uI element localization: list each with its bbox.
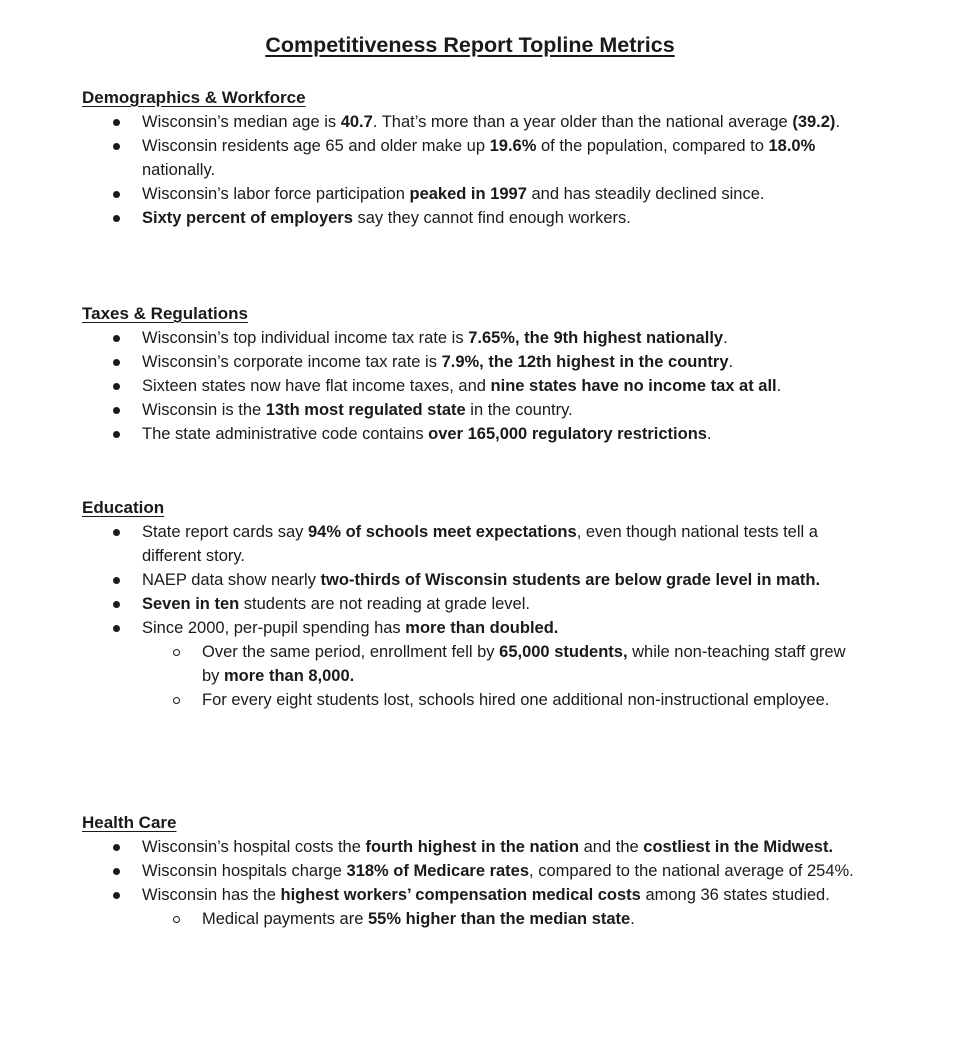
text-run: among 36 states studied.	[640, 886, 830, 904]
text-run: Wisconsin’s median age is	[142, 113, 341, 131]
text-run: Wisconsin’s hospital costs the	[142, 838, 366, 856]
bold-text: 7.65%, the 9th highest nationally	[468, 329, 724, 347]
hollow-bullet-icon	[173, 649, 180, 656]
text-run: Wisconsin hospitals charge	[142, 862, 347, 880]
text-run: and the	[579, 838, 644, 856]
list-item	[0, 520, 858, 568]
text-run: Wisconsin’s corporate income tax rate is	[142, 353, 442, 371]
list-item-text	[142, 592, 858, 616]
text-run: students are not reading at grade level.	[239, 595, 530, 613]
bold-text: fourth highest in the nation	[365, 838, 580, 856]
text-run: , compared to the national average of 254%.	[529, 862, 854, 880]
text-run: say they cannot find enough workers.	[352, 209, 631, 227]
bullet-icon	[113, 335, 120, 342]
list-item	[0, 374, 858, 398]
bold-text: 18.0%	[768, 137, 816, 155]
list-item	[0, 616, 858, 640]
list-item-text	[142, 374, 858, 398]
bullet-icon	[113, 215, 120, 222]
sub-list-item	[0, 640, 862, 688]
text-run: State report cards say	[142, 523, 308, 541]
bold-text: 94% of schools meet expectations	[308, 523, 577, 541]
list-item	[0, 110, 858, 134]
bullet-icon	[113, 407, 120, 414]
bullet-icon	[113, 868, 120, 875]
text-run: .	[723, 329, 728, 347]
list-item-text	[202, 640, 862, 688]
text-run: . That’s more than a year older than the national average	[372, 113, 793, 131]
text-run: Wisconsin has the	[142, 886, 281, 904]
list-item-text	[142, 350, 858, 374]
list-item	[0, 206, 858, 230]
list-item-text	[142, 835, 858, 859]
bold-text: two-thirds of Wisconsin students are below grade level in math.	[320, 571, 821, 589]
text-run: Wisconsin is the	[142, 401, 266, 419]
bullet-icon	[113, 359, 120, 366]
text-run: Wisconsin’s labor force participation	[142, 185, 410, 203]
bullet-list	[0, 326, 975, 446]
sub-list-item	[0, 907, 862, 931]
text-run: , even though national tests tell a different story.	[142, 523, 818, 565]
bold-text: over 165,000 regulatory restrictions	[428, 425, 707, 443]
bullet-icon	[113, 383, 120, 390]
text-run: Wisconsin residents age 65 and older make up	[142, 137, 490, 155]
bullet-icon	[113, 191, 120, 198]
bold-text: highest workers’ compensation medical costs	[280, 886, 641, 904]
bold-text: 7.9%, the 12th highest in the country	[441, 353, 729, 371]
bullet-list	[0, 110, 975, 230]
list-item	[0, 182, 858, 206]
bold-text: 65,000 students,	[499, 643, 628, 661]
bold-text: 55% higher than the median state	[368, 910, 631, 928]
text-run: NAEP data show nearly	[142, 571, 321, 589]
section-heading: Demographics & Workforce	[82, 88, 306, 107]
bold-text: Seven in ten	[142, 595, 240, 613]
list-item	[0, 134, 858, 182]
list-item	[0, 350, 858, 374]
text-run: The state administrative code contains	[142, 425, 429, 443]
bullet-icon	[113, 577, 120, 584]
bold-text: costliest in the Midwest.	[643, 838, 834, 856]
list-item-text	[202, 688, 862, 712]
list-item-text	[142, 616, 858, 640]
list-item-text	[142, 326, 858, 350]
list-item	[0, 883, 858, 907]
text-run: .	[630, 910, 635, 928]
hollow-bullet-icon	[173, 697, 180, 704]
bullet-icon	[113, 625, 120, 632]
hollow-bullet-icon	[173, 916, 180, 923]
list-item	[0, 835, 858, 859]
list-item-text	[142, 182, 858, 206]
bold-text: peaked in 1997	[409, 185, 527, 203]
section-heading: Health Care	[82, 813, 177, 832]
list-item-text	[142, 134, 858, 182]
bold-text: (39.2)	[792, 113, 836, 131]
list-item-text	[142, 398, 858, 422]
bullet-icon	[113, 529, 120, 536]
list-item-text	[142, 422, 858, 446]
list-item-text	[142, 883, 858, 907]
bold-text: more than 8,000.	[224, 667, 355, 685]
list-item-text	[142, 520, 858, 568]
text-run: Medical payments are	[202, 910, 368, 928]
text-run: Sixteen states now have flat income taxes, and	[142, 377, 491, 395]
text-run: Over the same period, enrollment fell by	[202, 643, 500, 661]
text-run: in the country.	[465, 401, 573, 419]
text-run: .	[776, 377, 782, 395]
list-item-text	[142, 859, 858, 883]
bold-text: 40.7	[340, 113, 373, 131]
bold-text: more than doubled.	[405, 619, 559, 637]
sub-list-item	[0, 688, 862, 712]
list-item-text	[202, 907, 862, 931]
list-item	[0, 422, 858, 446]
bullet-icon	[113, 143, 120, 150]
section-heading: Education	[82, 498, 165, 517]
bold-text: 318% of Medicare rates	[346, 862, 530, 880]
text-run: .	[728, 353, 734, 371]
bullet-icon	[113, 892, 120, 899]
page-title: Competitiveness Report Topline Metrics	[265, 33, 675, 57]
section-heading: Taxes & Regulations	[82, 304, 248, 323]
bullet-icon	[113, 601, 120, 608]
list-item	[0, 326, 858, 350]
text-run: Since 2000, per-pupil spending has	[142, 619, 406, 637]
list-item	[0, 398, 858, 422]
text-run: .	[706, 425, 712, 443]
bullet-icon	[113, 844, 120, 851]
text-run: Wisconsin’s top individual income tax rate is	[142, 329, 469, 347]
list-item	[0, 592, 858, 616]
bullet-icon	[113, 431, 120, 438]
text-run: .	[835, 113, 841, 131]
list-item-text	[142, 110, 858, 134]
bold-text: Sixty percent of employers	[142, 209, 353, 227]
list-item-text	[142, 568, 858, 592]
text-run: For every eight students lost, schools hired one additional non-instructional employee.	[202, 691, 830, 709]
bold-text: 19.6%	[489, 137, 537, 155]
bold-text: 13th most regulated state	[265, 401, 466, 419]
bullet-list	[0, 520, 975, 712]
list-item	[0, 568, 858, 592]
list-item-text	[142, 206, 858, 230]
text-run: and has steadily declined since.	[526, 185, 765, 203]
bold-text: nine states have no income tax at all	[490, 377, 777, 395]
list-item	[0, 859, 858, 883]
text-run: while non-teaching staff grew by	[202, 643, 846, 685]
text-run: of the population, compared to	[536, 137, 769, 155]
text-run: nationally.	[142, 161, 216, 179]
bullet-icon	[113, 119, 120, 126]
bullet-list	[0, 835, 975, 931]
